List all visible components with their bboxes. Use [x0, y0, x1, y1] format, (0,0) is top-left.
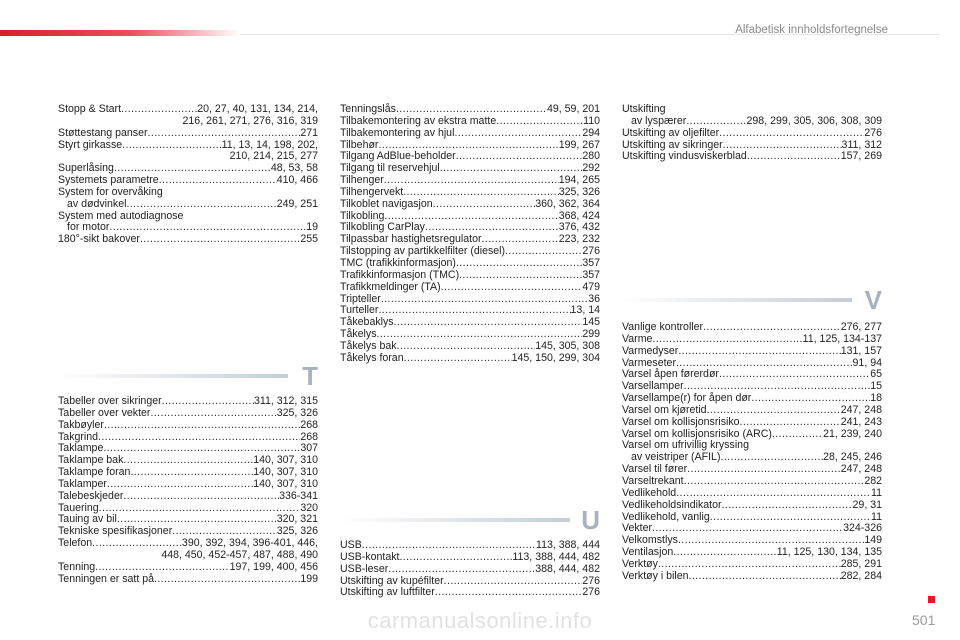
page-number: 501	[912, 612, 936, 628]
index-term: Varsel om kjøretid	[622, 403, 707, 416]
section-letter-t: T	[302, 361, 318, 391]
page-references: 194, 265	[558, 174, 600, 187]
dot-leader	[459, 270, 582, 282]
index-entry	[622, 488, 882, 500]
dot-leader	[162, 396, 254, 408]
page-references: 11	[871, 486, 882, 499]
index-term: Tilbakemontering av hjul	[340, 126, 455, 139]
dot-leader	[673, 547, 777, 559]
index-term: Tripteller	[340, 292, 381, 305]
index-entry	[622, 151, 882, 163]
page-references: 268	[300, 418, 318, 431]
dot-leader	[652, 523, 843, 535]
page-references: 140, 307, 310	[253, 466, 318, 479]
dot-leader	[505, 246, 582, 258]
section-header-u	[340, 505, 600, 535]
index-entry	[58, 234, 318, 246]
index-entry	[340, 317, 600, 329]
page-references: 268	[300, 430, 318, 443]
index-term: Taklamper	[58, 477, 107, 490]
page-references: 410, 466	[276, 174, 318, 187]
page-references: 145, 305, 308	[535, 339, 600, 352]
dot-leader	[740, 417, 841, 429]
index-term: Varme	[622, 332, 653, 345]
watermark: carmanualsonline.info	[367, 608, 593, 633]
page-references: 140, 307, 310	[253, 454, 318, 467]
index-term: Stopp & Start	[58, 103, 122, 115]
index-term: Tilbehør	[340, 138, 379, 151]
index-term: Tilhengervekt	[340, 185, 404, 198]
page-references: 18	[870, 392, 882, 405]
index-term: USB	[340, 539, 362, 551]
index-term: Talebeskjeder	[58, 489, 124, 502]
index-term: Tåkelys foran	[340, 351, 404, 364]
index-term: Tilkobling	[340, 209, 385, 222]
index-entry	[58, 420, 318, 432]
page-references: 325, 326	[558, 185, 600, 198]
header-accent-bar	[0, 30, 240, 36]
index-entry	[622, 417, 882, 429]
index-term: Tilkobling CarPlay	[340, 221, 425, 234]
index-term: Tilstopping av partikkelfilter (diesel)	[340, 245, 506, 258]
index-term: av dødvinkel	[67, 197, 127, 210]
page-references: 360, 362, 364	[535, 197, 600, 210]
index-entry	[622, 128, 882, 140]
index-column-t	[58, 396, 318, 586]
page-references: 157, 269	[840, 150, 882, 163]
page-references: 299	[582, 328, 600, 341]
dot-leader	[384, 175, 559, 187]
dot-leader	[454, 128, 582, 140]
dot-leader	[140, 234, 300, 246]
dot-leader	[747, 151, 841, 163]
index-term: Varsel til fører	[622, 463, 688, 476]
index-term: Tekniske spesifikasjoner	[58, 525, 173, 538]
index-term: Tilgang til reservehjul	[340, 162, 440, 175]
index-term: Vekter	[622, 522, 653, 535]
page-references: 113, 388, 444, 482	[512, 550, 600, 563]
index-term: Tabeller over vekter	[58, 406, 151, 419]
page-title: Alfabetisk innholdsfortegnelse	[735, 24, 888, 36]
index-entry	[340, 564, 600, 576]
index-entry	[622, 334, 882, 346]
dot-leader	[678, 346, 840, 358]
page-references: 199	[300, 572, 318, 585]
index-term: for motor	[67, 221, 110, 234]
index-entry-continuation: 216, 261, 271, 276, 316, 319	[182, 114, 318, 127]
index-entry-heading: Utskifting	[622, 103, 666, 115]
page-references: 36	[588, 292, 600, 305]
page-marker	[928, 596, 935, 603]
index-entry	[58, 199, 318, 211]
page-references: 65	[870, 368, 882, 381]
page-references: 48, 53, 58	[270, 162, 318, 175]
index-entry	[58, 408, 318, 420]
page-references: 357	[582, 268, 600, 281]
page-references: 11, 13, 14, 198, 202,	[221, 138, 318, 151]
index-term: Ventilasjon	[622, 546, 674, 559]
page-references: 11	[871, 510, 882, 523]
dot-leader	[98, 432, 300, 444]
page-references: 113, 388, 444	[535, 539, 600, 551]
page-references: 110	[583, 114, 600, 127]
page-references: 276	[582, 574, 600, 587]
index-term: Telefon	[58, 537, 93, 550]
page-references: 197, 199, 400, 456	[229, 560, 318, 573]
index-entry	[622, 405, 882, 417]
index-term: Tenningen er satt på	[58, 572, 154, 585]
index-entry	[340, 270, 600, 282]
index-term: Tilbakemontering av ekstra matte	[340, 114, 497, 127]
index-term: Tauing av bil	[58, 513, 117, 526]
dot-leader	[99, 503, 301, 515]
dot-leader	[676, 488, 871, 500]
page-references: 282	[864, 474, 882, 487]
page-references: 49, 59, 201	[546, 103, 600, 115]
index-term: Trafikkmeldinger (TA)	[340, 280, 441, 293]
page-references: 294	[582, 126, 600, 139]
dot-leader	[456, 151, 583, 163]
page-references: 285, 291	[840, 557, 882, 570]
page-references: 28, 245, 246	[823, 451, 882, 464]
dot-leader	[433, 199, 536, 211]
index-term: Styrt girkasse	[58, 138, 123, 151]
page-references: 91, 94	[852, 356, 882, 369]
dot-leader	[719, 128, 864, 140]
index-entry	[58, 128, 318, 140]
page-references: 247, 248	[840, 463, 882, 476]
page-references: 388, 444, 482	[535, 562, 600, 575]
dot-leader	[772, 429, 823, 441]
index-entry	[340, 187, 600, 199]
dot-leader	[399, 552, 512, 564]
page-references: 20, 27, 40, 131, 134, 214,	[197, 103, 318, 115]
page-references: 292	[582, 162, 600, 175]
dot-leader	[130, 467, 253, 479]
dot-leader	[95, 562, 230, 574]
page-references: 131, 157	[840, 344, 882, 357]
index-term: Utskifting av oljefilter	[622, 126, 720, 139]
dot-leader	[720, 452, 823, 464]
section-header-v	[622, 285, 882, 315]
index-term: Varmedyser	[622, 344, 679, 357]
index-term: Taklampe	[58, 442, 104, 455]
page-references: 241, 243	[840, 415, 882, 428]
index-column-u	[340, 540, 600, 599]
page-references: 336-341	[279, 489, 318, 502]
index-term: av veistriper (AFIL)	[631, 451, 721, 464]
dot-leader	[388, 564, 535, 576]
dot-leader	[394, 317, 583, 329]
page-references: 280	[582, 150, 600, 163]
index-term: Takgrind	[58, 430, 99, 443]
dot-leader	[444, 576, 583, 588]
index-term: Varmeseter	[622, 356, 676, 369]
index-term: Vanlige kontroller	[622, 321, 704, 333]
page-references: 325, 326	[276, 525, 318, 538]
dot-leader	[689, 571, 841, 583]
dot-leader	[123, 455, 253, 467]
index-entry	[622, 116, 882, 128]
page-references: 11, 125, 130, 134, 135	[776, 546, 882, 559]
page-references: 325, 326	[276, 406, 318, 419]
index-entry-heading: Varsel om ufrivillig kryssing	[622, 439, 749, 452]
index-column-t-continued	[340, 104, 600, 365]
dot-leader	[684, 476, 865, 488]
index-term: Utskifting av luftfilter	[340, 586, 435, 599]
dot-leader	[397, 341, 536, 353]
index-term: Takbøyler	[58, 418, 104, 431]
page-references: 15	[870, 380, 882, 393]
index-term: Verktøy i bilen	[622, 569, 689, 582]
index-term: Tenningslås	[340, 103, 396, 115]
section-divider	[58, 374, 288, 378]
index-entry	[340, 128, 600, 140]
index-entry	[340, 282, 600, 294]
index-entry	[340, 341, 600, 353]
page-references: 13, 14	[570, 304, 600, 317]
index-term: Verktøy	[622, 557, 658, 570]
section-letter-u: U	[581, 505, 600, 535]
dot-leader	[123, 491, 279, 503]
index-term: Velkomstlys	[622, 534, 678, 547]
page-references: 255	[300, 233, 318, 246]
index-term: Varseltrekant	[622, 474, 684, 487]
index-entry	[58, 562, 318, 574]
index-entry-heading: System for overvåking	[58, 185, 163, 198]
dot-leader	[441, 282, 583, 294]
page-references: 282, 284	[840, 569, 882, 582]
page-references: 19	[306, 221, 318, 234]
page-references: 311, 312	[841, 138, 882, 151]
dot-leader	[148, 128, 301, 140]
page-references: 324-326	[843, 522, 882, 535]
index-entry	[58, 479, 318, 491]
page-references: 276	[582, 586, 600, 599]
index-term: Varsel om kollisjonsrisiko (ARC)	[622, 427, 772, 440]
dot-leader	[104, 420, 300, 432]
index-term: Taklampe bak	[58, 454, 124, 467]
page-references: 21, 239, 240	[823, 427, 882, 440]
dot-leader	[150, 408, 276, 420]
index-entry	[340, 552, 600, 564]
dot-leader	[456, 258, 582, 270]
page-references: 320, 321	[276, 513, 318, 526]
index-entry-heading: System med autodiagnose	[58, 209, 184, 222]
dot-leader	[658, 559, 841, 571]
index-term: Systemets parametre	[58, 174, 159, 187]
index-term: Varsellamper	[622, 380, 684, 393]
index-entry	[622, 559, 882, 571]
page-references: 249, 251	[276, 197, 318, 210]
dot-leader	[154, 574, 300, 586]
index-term: Tåkebaklys	[340, 316, 394, 329]
section-divider	[340, 518, 570, 522]
index-entry-continuation: 448, 450, 452-457, 487, 488, 490	[161, 548, 318, 561]
page-references: 247, 248	[840, 403, 882, 416]
page-references: 145, 150, 299, 304	[511, 351, 600, 364]
index-term: Vedlikehold, vanlig	[622, 510, 710, 523]
index-term: Tenning	[58, 560, 96, 573]
index-term: Varsel åpen førerdør	[622, 368, 719, 381]
index-term: Tilpassbar hastighetsregulator	[340, 233, 482, 246]
dot-leader	[403, 187, 559, 199]
index-column-v	[622, 322, 882, 583]
index-entry	[622, 346, 882, 358]
index-entry	[340, 199, 600, 211]
page-references: 11, 125, 134-137	[802, 332, 882, 345]
index-term: Superlåsing	[58, 162, 114, 175]
dot-leader	[435, 587, 583, 599]
index-term: Tilhenger	[340, 174, 384, 187]
dot-leader	[687, 464, 841, 476]
section-header-t	[58, 361, 318, 391]
page-references: 368, 424	[558, 209, 600, 222]
index-term: Tilgang AdBlue-beholder	[340, 150, 456, 163]
page-references: 223, 232	[558, 233, 600, 246]
index-term: Vedlikehold	[622, 486, 677, 499]
page-references: 271	[300, 126, 318, 139]
index-term: Trafikkinformasjon (TMC)	[340, 268, 460, 281]
page-references: 298, 299, 305, 306, 308, 309	[746, 114, 882, 127]
dot-leader	[686, 116, 746, 128]
index-entry	[340, 294, 600, 306]
index-term: TMC (trafikkinformasjon)	[340, 256, 456, 269]
index-entry	[340, 116, 600, 128]
page-references: 479	[582, 280, 600, 293]
section-letter-v: V	[864, 285, 882, 315]
page-references: 276, 277	[840, 321, 882, 333]
dot-leader	[707, 405, 841, 417]
index-term: Utskifting av sikringer	[622, 138, 723, 151]
index-entry	[58, 491, 318, 503]
index-term: Tauering	[58, 501, 99, 514]
index-term: Tilkoblet navigasjon	[340, 197, 433, 210]
index-term: av lyspærer	[631, 114, 687, 127]
page-references: 145	[582, 316, 600, 329]
index-term: USB-kontakt	[340, 550, 400, 563]
index-term: Støttestang panser	[58, 126, 148, 139]
index-term: Vedlikeholdsindikator	[622, 498, 722, 511]
page-references: 311, 312, 315	[253, 395, 318, 407]
dot-leader	[378, 305, 570, 317]
page-references: 390, 392, 394, 396-401, 446,	[181, 537, 318, 550]
page-references: 320	[300, 501, 318, 514]
index-term: Utskifting vindusviskerblad	[622, 150, 747, 163]
index-term: Turteller	[340, 304, 379, 317]
index-term: Tåkelys bak	[340, 339, 397, 352]
page-references: 29, 31	[852, 498, 882, 511]
page-references: 149	[864, 534, 882, 547]
dot-leader	[652, 334, 802, 346]
dot-leader	[719, 369, 870, 381]
page-references: 376, 432	[558, 221, 600, 234]
index-term: Utskifting av kupéfilter	[340, 574, 444, 587]
index-entry	[622, 500, 882, 512]
dot-leader	[126, 199, 276, 211]
dot-leader	[159, 175, 277, 187]
index-term: USB-leser	[340, 562, 389, 575]
dot-leader	[496, 116, 583, 128]
dot-leader	[107, 479, 253, 491]
index-term: Tåkelys	[340, 328, 377, 341]
dot-leader	[122, 140, 221, 152]
index-term: Tabeller over sikringer	[58, 395, 162, 407]
index-column-u-continued	[622, 104, 882, 163]
index-term: Taklampe foran	[58, 466, 131, 479]
index-entry-continuation: 210, 214, 215, 277	[229, 150, 318, 163]
page-references: 199, 267	[558, 138, 600, 151]
dot-leader	[381, 294, 588, 306]
page-references: 276	[582, 245, 600, 258]
index-term: Varsel om kollisjonsrisiko	[622, 415, 740, 428]
index-entry	[58, 574, 318, 586]
section-divider	[622, 298, 852, 302]
index-term: Varsellampe(r) for åpen dør	[622, 392, 752, 405]
page-references: 307	[300, 442, 318, 455]
page-references: 140, 307, 310	[253, 477, 318, 490]
dot-leader	[722, 500, 853, 512]
index-entry	[340, 587, 600, 599]
page-references: 276	[864, 126, 882, 139]
index-column-s	[58, 104, 318, 246]
page-references: 357	[582, 256, 600, 269]
dot-leader	[404, 353, 512, 365]
index-entry	[340, 353, 600, 365]
index-term: 180°-sikt bakover	[58, 233, 140, 246]
index-entry	[622, 571, 882, 583]
